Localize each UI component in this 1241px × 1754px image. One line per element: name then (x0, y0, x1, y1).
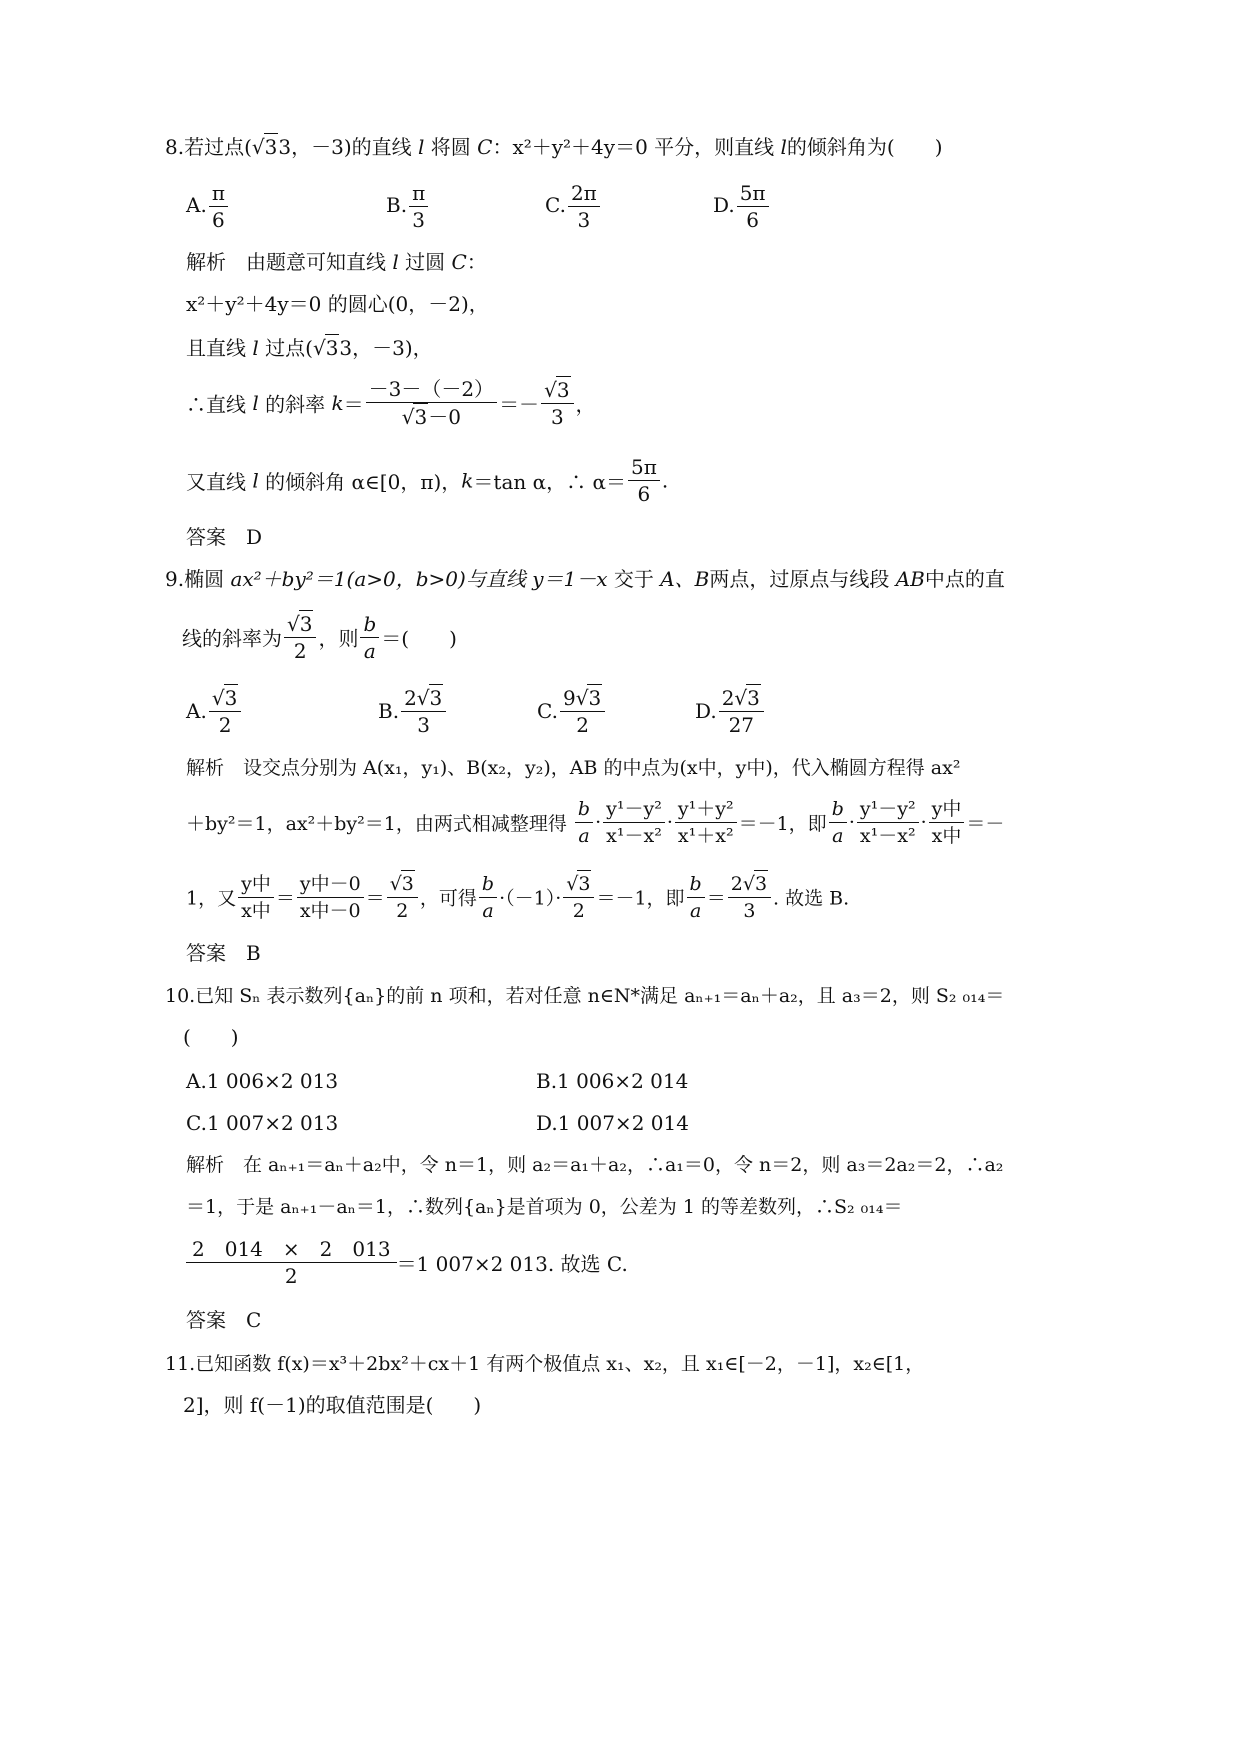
q9-stem-line1: 9.椭圆 ax²＋by²＝1(a>0，b>0)与直线 y＝1－x 交于 A、B两点，过原点与线段 AB中点的直 (165, 567, 1005, 591)
q10-solution-line2: ＝1，于是 aₙ₊₁－aₙ＝1，∴数列{aₙ}是首项为 0，公差为 1 的等差数列，∴S₂ ₀₁₄＝ (186, 1196, 903, 1218)
q9-answer: 答案 B (186, 941, 261, 965)
q11-stem-line1: 11.已知函数 f(x)＝x³＋2bx²＋cx＋1 有两个极值点 x₁、x₂，且 x₁∈[－2，－1]，x₂∈[1， (165, 1353, 925, 1375)
q10-option-a: A.1 006×2 013 (186, 1069, 339, 1093)
q10-solution-line1: 解析 在 aₙ₊₁＝aₙ＋a₂中，令 n＝1，则 a₂＝a₁＋a₂，∴a₁＝0，令 n＝2，则 a₃＝2a₂＝2，∴a₂ (186, 1154, 1004, 1176)
q9-option-d: D. $\frac{2√3}{27}$ (695, 684, 766, 738)
q8-option-c: C. $\frac{2\pi}{3}$ (545, 180, 602, 233)
q9-option-a: A. $\frac{√3}{2}$ (186, 684, 243, 738)
q10-stem-line2: ( ) (183, 1025, 239, 1049)
q9-stem-line2: 线的斜率为 $\frac{√3}{2}$ ，则 $\frac{b}{a}$ ＝( ) (182, 611, 457, 663)
q10-answer: 答案 C (186, 1308, 262, 1332)
q8-option-a: A. $\frac{\pi}{6}$ (186, 180, 230, 233)
q8-stem: 8.若过点(√33，－3)的直线 l 将圆 C：x²＋y²＋4y＝0 平分，则直线 l的倾斜角为( ) (165, 135, 943, 159)
q8-answer: 答案 D (186, 525, 263, 549)
q9-solution-line1: 解析 设交点分别为 A(x₁，y₁)、B(x₂，y₂)，AB 的中点为(x中，y中)，代入椭圆方程得 ax² (186, 757, 961, 779)
q8-solution-line1: 解析 由题意可知直线 l 过圆 C： (186, 250, 487, 274)
q10-stem-line1: 10.已知 Sₙ 表示数列{aₙ}的前 n 项和，若对任意 n∈N*满足 aₙ₊₁＝aₙ＋a₂，且 a₃＝2，则 S₂ ₀₁₄＝ (165, 985, 1005, 1007)
q10-option-b: B.1 006×2 014 (536, 1069, 689, 1093)
q8-solution-line3: 且直线 l 过点(√33，－3)， (186, 336, 433, 360)
q9-solution-line2: ＋by²＝1，ax²＋by²＝1，由两式相减整理得 $\frac{b}{a}$ · $\frac{\text{y¹－y²}}{\text{x¹－x²}}$ · $\frac{\text{y¹＋y²}}{\text{x¹＋x²}}$ ＝－1，即 $\frac{b}{a}$ · $\frac{\text{y¹－y²}}{\text{x¹－x²}}$ · $\frac{\text{y中}}{\text{x中}}$ ＝－ (186, 798, 1005, 847)
q8-solution-line5: 又直线 l 的倾斜角 α∈[0，π)，k＝tan α，∴ α＝ $\frac{5\pi}{6}$ . (186, 455, 669, 506)
q8-solution-line2: x²＋y²＋4y＝0 的圆心(0，－2)， (186, 292, 489, 316)
q9-solution-line3: 1，又 $\frac{\text{y中}}{\text{x中}}$ ＝ $\frac{\text{y中－0}}{\text{x中－0}}$ ＝ $\frac{√3}{2}$ ，可得 $\frac{b}{a}$ ·（－1）· $\frac{√3}{2}$ ＝－1，即 $\frac{b}{a}$ ＝ $\frac{2√3}{3}$ . 故选 B. (186, 870, 849, 924)
q9-option-c: C. $\frac{9√3}{2}$ (537, 684, 607, 738)
q9-option-b: B. $\frac{2√3}{3}$ (378, 684, 448, 738)
q8-option-d: D. $\frac{5\pi}{6}$ (713, 180, 771, 233)
q10-solution-line3: $\frac{2 014 \times 2 013}{2}$ ＝1 007×2 013. 故选 C. (186, 1236, 628, 1289)
sqrt-3: √3 (251, 135, 278, 159)
q11-stem-line2: 2]，则 f(－1)的取值范围是( ) (183, 1393, 482, 1417)
q10-option-c: C.1 007×2 013 (186, 1111, 339, 1135)
q10-option-d: D.1 007×2 014 (536, 1111, 689, 1135)
q8-option-b: B. $\frac{\pi}{3}$ (386, 180, 430, 233)
q8-solution-line4: ∴直线 l 的斜率 k＝ $\frac{-3-(-2)}{√3-0}$ ＝－ $\frac{√3}{3}$ ， (186, 377, 596, 429)
